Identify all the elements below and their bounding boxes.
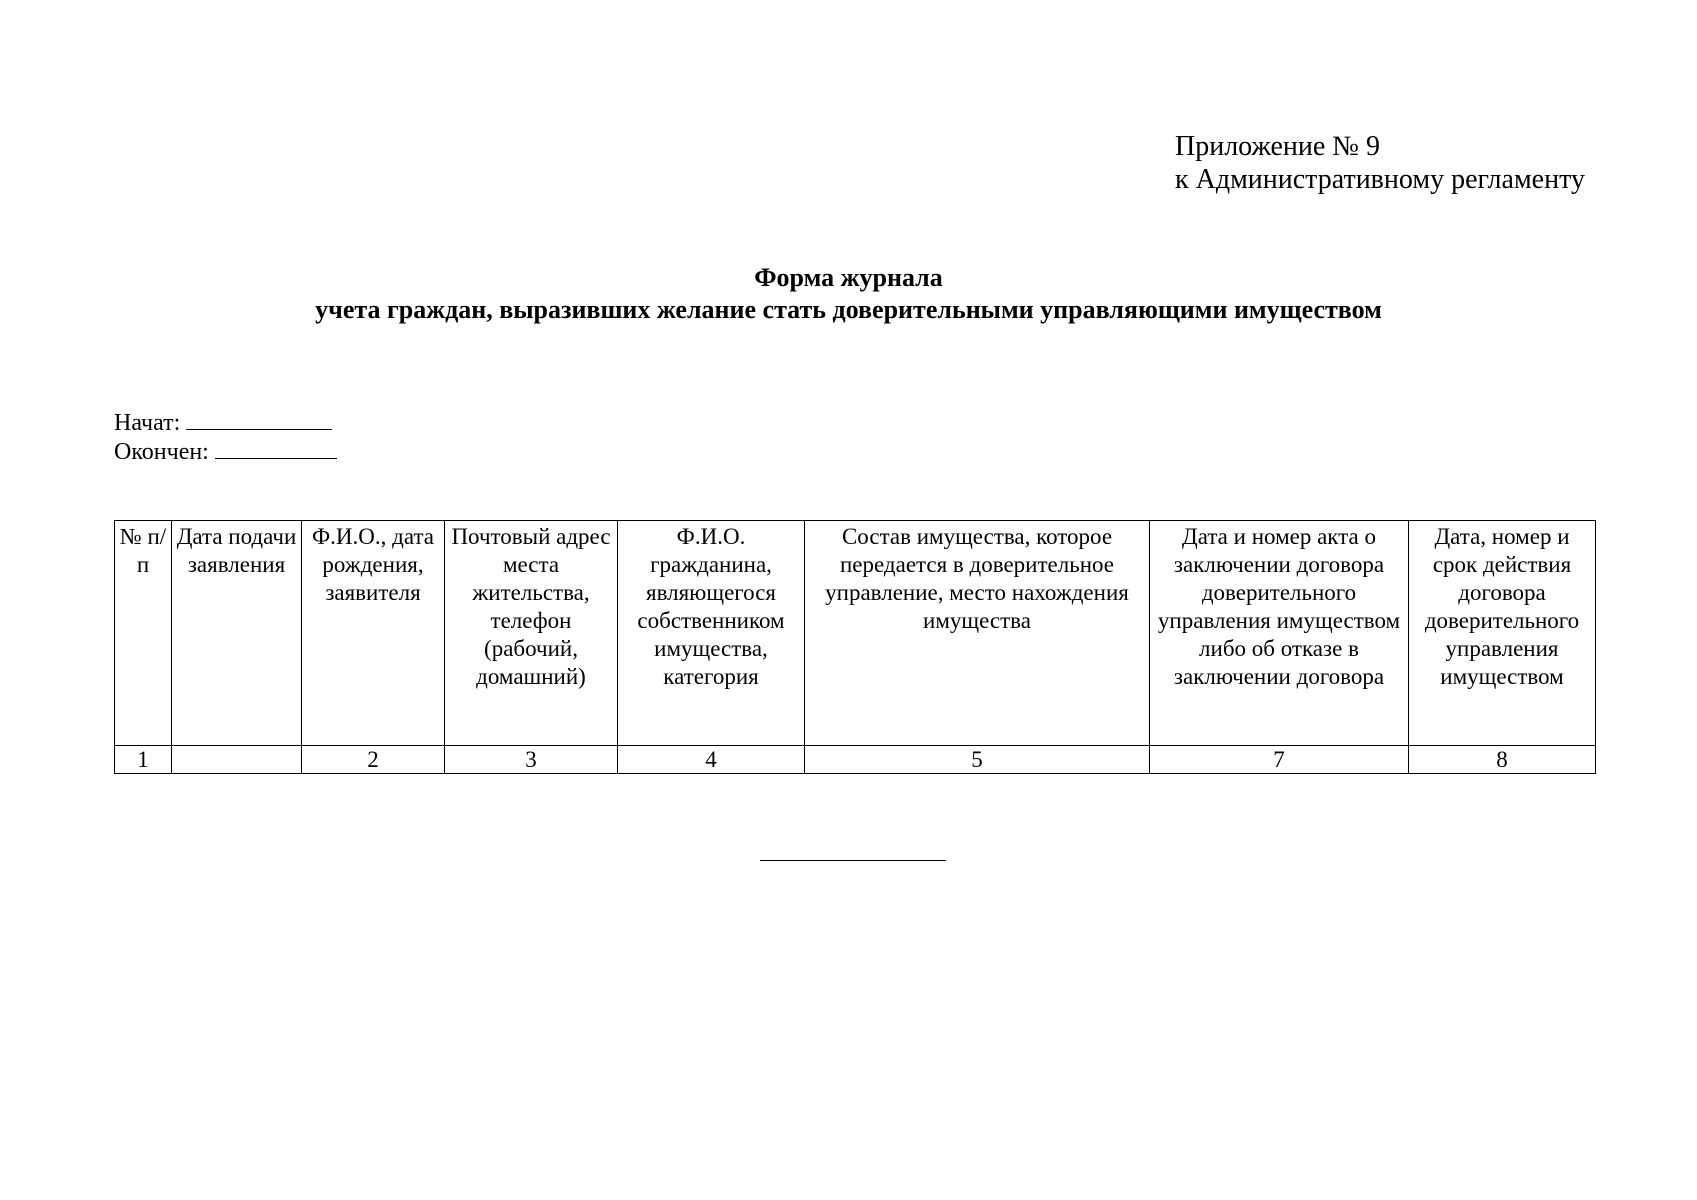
appendix-number: Приложение № 9: [1175, 131, 1380, 162]
table-cell: 7: [1150, 746, 1409, 774]
journal-dates: [114, 409, 337, 467]
journal-table: [114, 520, 1596, 774]
table-cell: 5: [805, 746, 1150, 774]
header-owner: Ф.И.О. гражданина, являющегося собственником имущества, категория: [618, 521, 805, 746]
journal-ended: [114, 438, 337, 467]
journal-started-blank: [186, 409, 332, 430]
appendix-note: [1175, 130, 1585, 196]
header-number: № п/п: [115, 521, 172, 746]
journal-started-label: Начат:: [114, 410, 181, 436]
journal-ended-blank: [215, 438, 337, 459]
journal-ended-label: Окончен:: [114, 439, 209, 465]
table-cell: 1: [115, 746, 172, 774]
document-title-line-2: учета граждан, выразивших желание стать доверительными управляющими имуществом: [315, 295, 1382, 324]
header-property: Состав имущества, которое передается в доверительное управление, место нахождения имущества: [805, 521, 1150, 746]
header-application-date: Дата подачи заявления: [172, 521, 302, 746]
table-cell: 8: [1409, 746, 1596, 774]
table-cell: 4: [618, 746, 805, 774]
header-address: Почтовый адрес места жительства, телефон (рабочий, домашний): [445, 521, 618, 746]
table-cell: [172, 746, 302, 774]
table-cell: 3: [445, 746, 618, 774]
table-header-row: [115, 521, 1596, 746]
header-applicant: Ф.И.О., дата рождения, заявителя: [302, 521, 445, 746]
document-title: [0, 262, 1697, 326]
header-act: Дата и номер акта о заключении договора доверительного управления имуществом либо об отказе в заключении договора: [1150, 521, 1409, 746]
header-contract: Дата, номер и срок действия договора доверительного управления имуществом: [1409, 521, 1596, 746]
document-title-line-1: Форма журнала: [754, 263, 943, 292]
table-number-row: [115, 746, 1596, 774]
appendix-reference: к Административному регламенту: [1175, 164, 1585, 195]
table-cell: 2: [302, 746, 445, 774]
end-rule: [760, 860, 946, 861]
journal-started: [114, 409, 337, 438]
